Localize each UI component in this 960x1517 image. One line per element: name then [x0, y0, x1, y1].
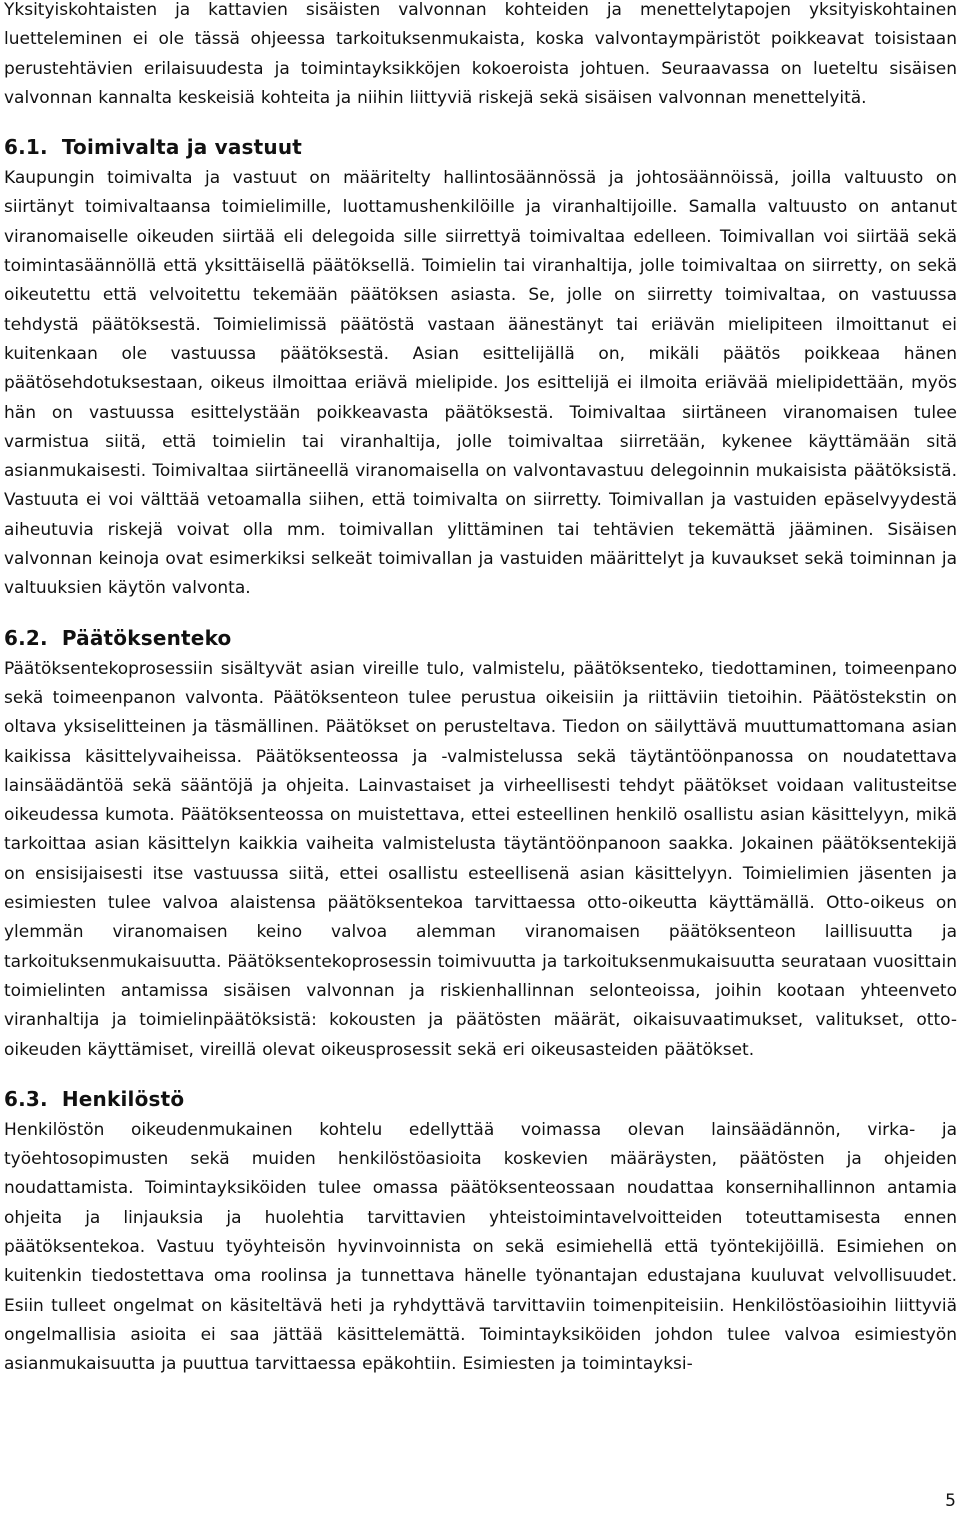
section-henkilosto — [4, 1084, 957, 1380]
intro-paragraph: Yksityiskohtaisten ja kattavien sisäisten valvonnan kohteiden ja menettelytapojen yksityiskohtainen luetteleminen ei ole tässä ohjeessa tarkoituksenmukaista, koska valvontaympäristöt poikkeavat toisistaan perustehtävien erilaisuudesta ja toimintayksikköjen kokoeroista johtuen. Seuraavassa on lueteltu sisäisen valvonnan kannalta keskeisiä kohteita ja niihin liittyviä riskejä sekä sisäisen valvonnan menettelyitä. — [4, 0, 957, 108]
section-title: Henkilöstö — [61, 1086, 185, 1111]
section-title: Päätöksenteko — [61, 625, 232, 650]
section-number: 6.1. — [4, 135, 48, 160]
section-toimivalta — [4, 132, 957, 603]
section-heading — [4, 623, 957, 653]
section-heading — [4, 1084, 957, 1114]
section-paragraph: Kaupungin toimivalta ja vastuut on määritelty hallintosäännössä ja johtosäännöissä, joilla valtuusto on siirtänyt toimivaltaansa toimielimille, luottamushenkilöille ja viranhaltijoille. Samalla valtuusto on antanut viranomaiselle oikeuden siirtää eli delegoida sille siirrettyä toimivaltaa edelleen. Toimivallan voi siirtää sekä toimintasäännöllä että yksittäisellä päätöksellä. Toimielin tai viranhaltija, jolle toimivaltaa on siirretty, on sekä oikeutettu että velvoitettu tekemään päätöksen asiasta. Se, jolle on siirretty toimivaltaa, on vastuussa tehdystä päätöksestä. Toimielimissä päätöstä vastaan äänestänyt tai eriävän mielipiteen ilmoittanut ei kuitenkaan ole vastuussa päätöksestä. Asian esittelijällä on, mikäli päätös poikkeaa hänen päätösehdotuksestaan, oikeus ilmoittaa eriävä mielipide. Jos esittelijä ei ilmoita eriävää mielipidettään, myös hän on vastuussa esittelystään poikkeavasta päätöksestä. Toimivaltaa siirtäneen viranomaisen tulee varmistua siitä, että toimielin tai viranhaltija, jolle toimivaltaa siirretään, kykenee käyttämään sitä asianmukaisesti. Toimivaltaa siirtäneellä viranomaisella on valvontavastuu delegoinnin mukaisista päätöksistä. Vastuuta ei voi välttää vetoamalla siihen, että toimivalta on siirretty. Toimivallan ja vastuiden epäselvyydestä aiheutuvia riskejä voivat olla mm. toimivallan ylittäminen tai tehtävien tekemättä jääminen. Sisäisen valvonnan keinoja ovat esimerkiksi selkeät toimivallan ja vastuiden määrittelyt ja kuvaukset sekä toiminnan ja valtuuksien käytön valvonta. — [4, 168, 957, 599]
section-heading — [4, 132, 957, 162]
section-number: 6.2. — [4, 625, 48, 650]
section-title: Toimivalta ja vastuut — [61, 135, 303, 160]
section-paragraph: Henkilöstön oikeudenmukainen kohtelu edellyttää voimassa olevan lainsäädännön, virka- ja työehtosopimusten sekä muiden henkilöstöasioita koskevien määräysten, päätösten ja ohjeiden noudattamista. Toimintayksiköiden tulee omassa päätöksenteossaan noudattaa konsernihallinnon antamia ohjeita ja linjauksia ja huolehtia tarvittavien yhteistoimintavelvoitteiden toteuttamisesta ennen päätöksentekoa. Vastuu työyhteisön hyvinvoinnista on sekä esimiehellä että työntekijöillä. Esimiehen on kuitenkin tiedostettava oma roolinsa ja tunnettava hänelle työnantajan edustajana kuuluvat velvollisuudet. Esiin tulleet ongelmat on käsiteltävä heti ja ryhdyttävä tarvittaviin toimenpiteisiin. Henkilöstöasioihin liittyviä ongelmallisia asioita ei saa jättää käsittelemättä. Toimintayksiköiden johdon tulee valvoa esimiestyön asianmukaisuutta ja puuttua tarvittaessa epäkohtiin. Esimiesten ja toimintayksi- — [4, 1119, 957, 1375]
section-paatoksenteko — [4, 623, 957, 1065]
section-paragraph: Päätöksentekoprosessiin sisältyvät asian vireille tulo, valmistelu, päätöksenteko, tiedottaminen, toimeenpano sekä toimeenpanon valvonta. Päätöksenteon tulee perustua oikeisiin ja riittäviin tietoihin. Päätöstekstin on oltava yksiselitteinen ja täsmällinen. Päätökset on perusteltava. Tiedon on säilyttävä muuttumattomana asian kaikissa käsittelyvaiheissa. Päätöksenteossa ja -valmistelussa sekä täytäntöönpanossa on noudatettava lainsäädäntöä sekä sääntöjä ja ohjeita. Lainvastaiset ja virheellisesti tehdyt päätökset voidaan valitusteitse oikeudessa kumota. Päätöksenteossa on muistettava, ettei esteellinen henkilö osallistu asian käsittelyyn, mikä tarkoittaa asian käsittelyn kaikkia vaiheita valmistelusta täytäntöönpanoon saakka. Jokainen päätöksentekijä on ensisijaisesti itse vastuussa siitä, ettei osallistu esteellisenä asian käsittelyyn. Toimielimien jäsenten ja esimiesten tulee valvoa alaistensa päätöksentekoa tarvittaessa otto-oikeutta käyttämällä. Otto-oikeus on ylemmän viranomaisen keino valvoa alemman viranomaisen päätöksenteon laillisuutta ja tarkoituksenmukaisuutta. Päätöksentekoprosessin toimivuutta ja tarkoituksenmukaisuutta seurataan vuosittain toimielinten antamissa sisäisen valvonnan ja riskienhallinnan selonteoissa, joihin kootaan yhteenveto viranhaltija ja toimielinpäätöksistä: kokousten ja päätösten määrät, oikaisuvaatimukset, valitukset, otto-oikeuden käyttämiset, vireillä olevat oikeusprosessit sekä eri oikeusasteiden päätökset. — [4, 658, 957, 1060]
section-number: 6.3. — [4, 1086, 48, 1111]
page-number: 5 — [945, 1491, 956, 1511]
